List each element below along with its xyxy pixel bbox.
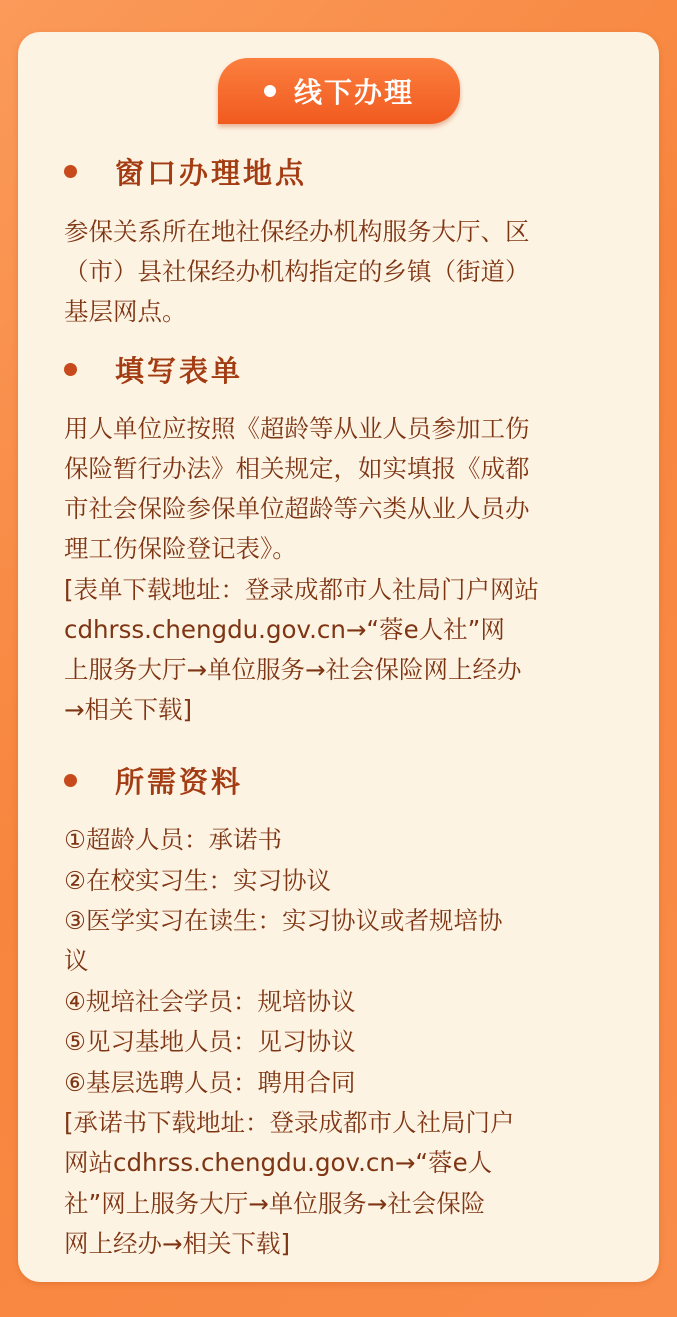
list-item: ④规培社会学员：规培协议 <box>64 987 356 1016</box>
list-item: ⑥基层选聘人员：聘用合同 <box>64 1068 356 1097</box>
dot-icon <box>264 85 276 97</box>
paragraph-line: 社”网上服务大厅→单位服务→社会保险 <box>64 1189 486 1218</box>
list-item: ①超龄人员：承诺书 <box>64 825 282 854</box>
list-item: ⑤见习基地人员：见习协议 <box>64 1027 356 1056</box>
section-heading-window-location <box>64 151 307 191</box>
paragraph-line: →相关下载] <box>64 695 193 724</box>
paragraph-line: 网站cdhrss.chengdu.gov.cn→“蓉e人 <box>64 1148 493 1177</box>
paragraph-line: （市）县社保经办机构指定的乡镇（街道） <box>64 257 530 286</box>
paragraph-line: 网上经办→相关下载] <box>64 1229 291 1258</box>
paragraph-line: cdhrss.chengdu.gov.cn→“蓉e人社”网 <box>64 615 505 644</box>
section-heading-fill-form <box>64 349 243 389</box>
paragraph-line: 市社会保险参保单位超龄等六类从业人员办 <box>64 494 530 523</box>
paragraph-line: 用人单位应按照《超龄等从业人员参加工伤 <box>64 414 530 443</box>
paragraph-line: 保险暂行办法》相关规定，如实填报《成都 <box>64 454 530 483</box>
paragraph-line: 参保关系所在地社保经办机构服务大厅、区 <box>64 217 530 246</box>
paragraph-line: 基层网点。 <box>64 297 187 326</box>
section-title: 窗口办理地点 <box>115 155 308 190</box>
section-header-pill <box>218 58 460 124</box>
paragraph-line: [承诺书下载地址：登录成都市人社局门户 <box>64 1108 515 1137</box>
paragraph-line: [表单下载地址：登录成都市人社局门户网站 <box>64 575 540 604</box>
section-title: 填写表单 <box>115 353 244 388</box>
section-heading-required-materials <box>64 760 243 800</box>
page-title: 线下办理 <box>293 76 414 109</box>
paragraph-line: 理工伤保险登记表》。 <box>64 534 297 563</box>
section-title: 所需资料 <box>115 764 244 799</box>
list-item: ②在校实习生：实习协议 <box>64 866 331 895</box>
paragraph-line: 上服务大厅→单位服务→社会保险网上经办 <box>64 655 522 684</box>
bullet-icon <box>64 165 77 178</box>
list-item: 议 <box>64 946 89 975</box>
bullet-icon <box>64 363 77 376</box>
bullet-icon <box>64 774 77 787</box>
list-item: ③医学实习在读生：实习协议或者规培协 <box>64 906 503 935</box>
